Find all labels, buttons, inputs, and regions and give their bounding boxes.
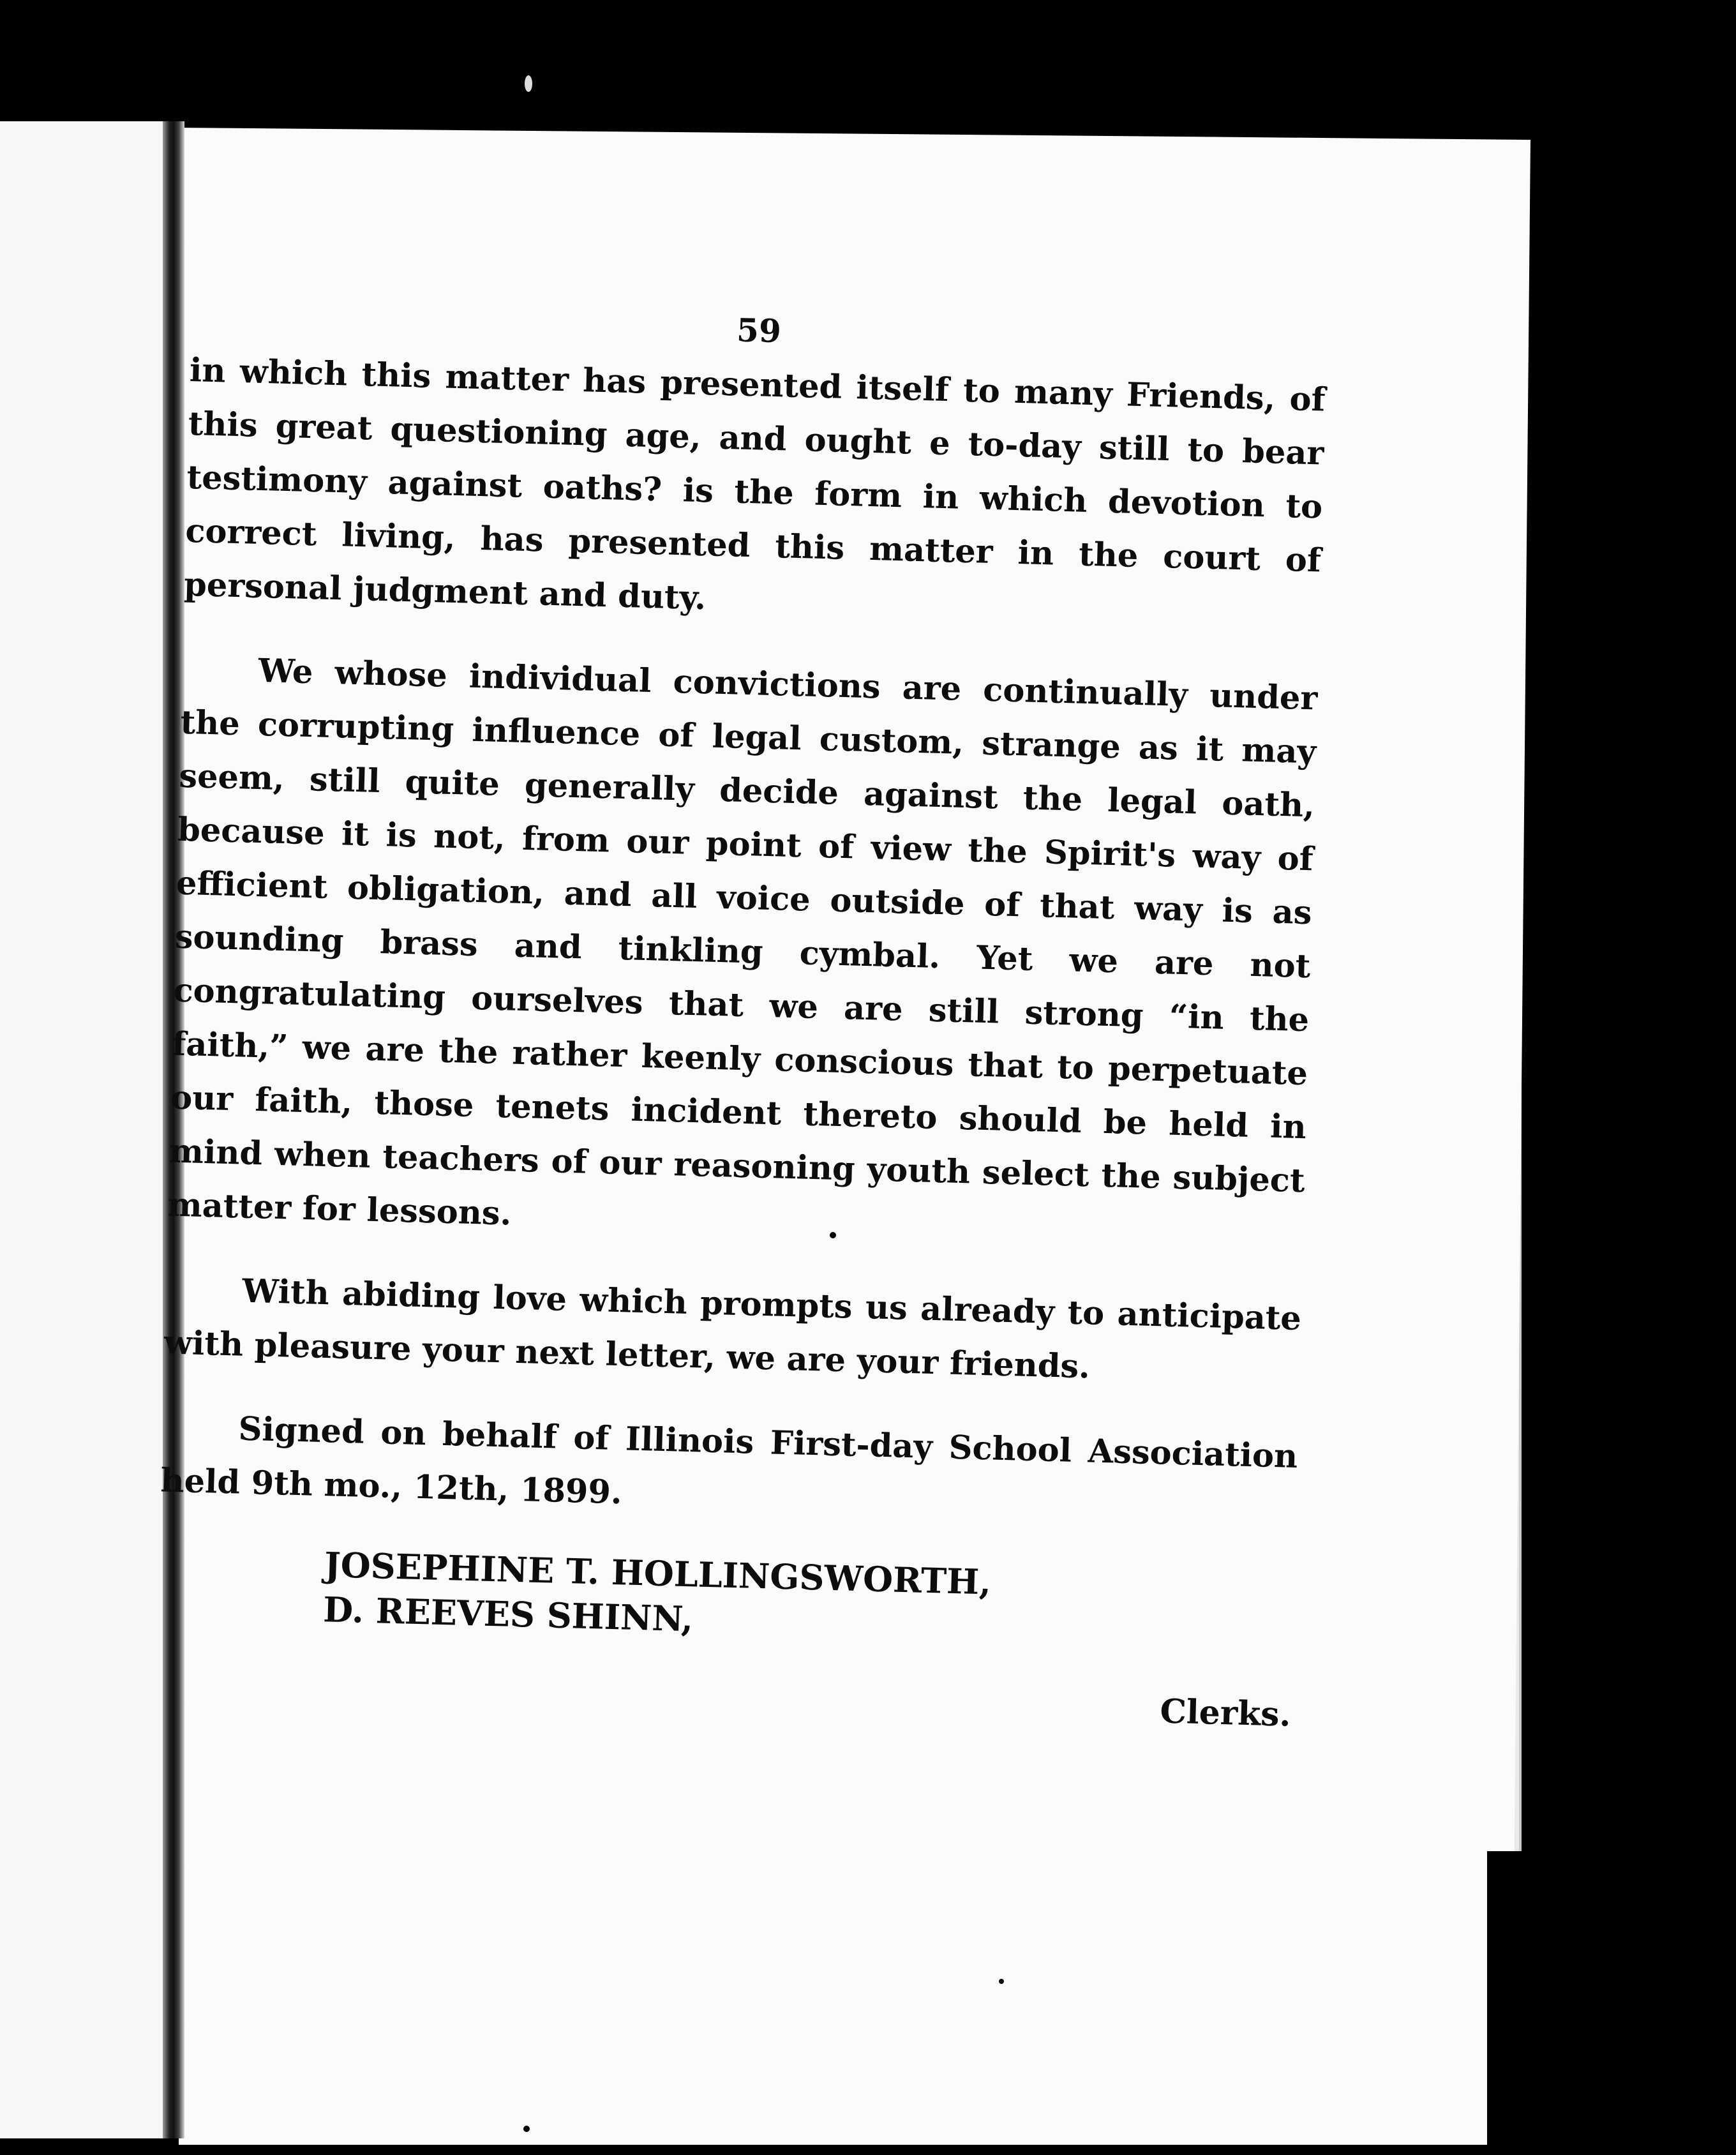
dust-speck <box>999 1979 1004 1984</box>
signer-name: D. REEVES SHINN, <box>322 1589 694 1640</box>
paragraph-continuation: in which this matter has presented itself to many Friends, of this great questioning age, and ought e to-day still to bear testimony against oaths? is the form in which devotion to correct living, has presented this matter in the court of personal judgment and duty. <box>183 350 1326 618</box>
left-page-edge <box>0 121 172 2138</box>
page-number: 59 <box>736 311 782 350</box>
paragraph-closing-love: With abiding love which prompts us already to anticipate with pleasure your next letter, we are your friends. <box>163 1272 1302 1386</box>
page-corner-shadow <box>1487 1851 1525 2145</box>
page-text-block <box>154 300 1327 1734</box>
dust-speck <box>525 75 532 92</box>
signers-block <box>322 1542 1294 1657</box>
clerks-label: Clerks. <box>1159 1692 1292 1734</box>
paragraph-convictions: We whose individual convictions are continually under the corrupting influence of legal custom, strange as it may seem, still quite generally decide against the legal oath, because it is not, from our point of view the Spirit's way of efficient obligation, and all voice outside of that way is as sounding brass and tinkling cymbal. Yet we are not congratulating ourselves that we are still strong “in the faith,” we are the rather keenly conscious that to perpetuate our faith, those tenets incident thereto should be held in mind when teachers of our reasoning youth select the subject matter for lessons. <box>167 651 1319 1233</box>
paragraph-signed-on-behalf: Signed on behalf of Illinois First-day School Association held 9th mo., 12th, 1899. <box>160 1409 1298 1512</box>
dust-speck <box>523 2126 530 2132</box>
signer-name: JOSEPHINE T. HOLLINGSWORTH, <box>324 1544 992 1603</box>
